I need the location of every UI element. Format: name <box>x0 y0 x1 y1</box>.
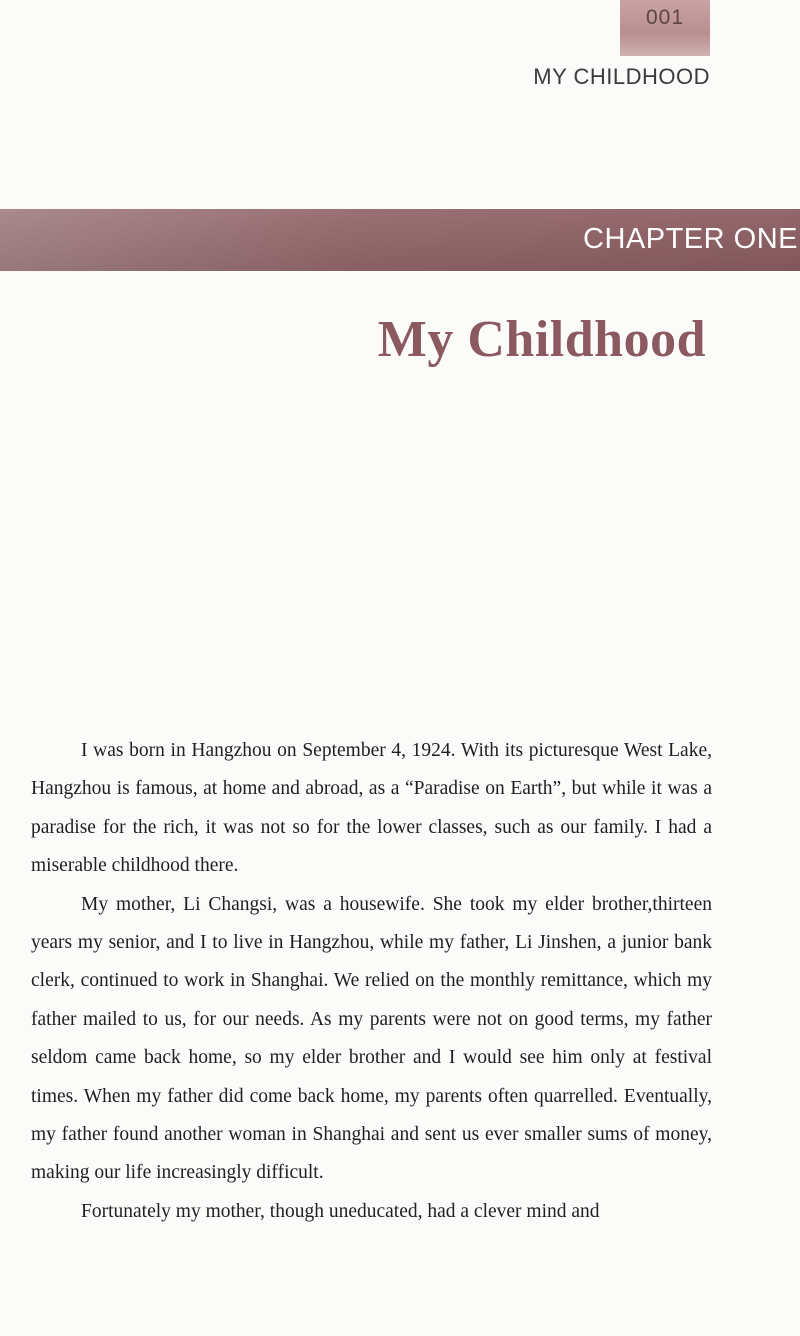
paragraph: I was born in Hangzhou on September 4, 1924. With its picturesque West Lake, Hangzhou is famous, at home and abroad, as a “Paradise on Earth”, but while it was a paradise for the rich, it was not so for the lower classes, such as our family. I had a miserable childhood there. <box>31 740 712 877</box>
running-header: MY CHILDHOOD <box>533 64 710 89</box>
paragraph: My mother, Li Changsi, was a housewife. She took my elder brother,thirteen years my senior, and I to live in Hangzhou, while my father, Li Jinshen, a junior bank clerk, continued to work in Shanghai. We relied on the monthly remittance, which my father mailed to us, for our needs. As my parents were not on good terms, my father seldom came back home, so my elder brother and I would see him only at festival times. When my father did come back home, my parents often quarrelled. Eventually, my father found another woman in Shanghai and sent us ever smaller sums of money, making our life increasingly difficult. <box>31 893 712 1184</box>
body-text <box>31 732 712 1231</box>
chapter-label: CHAPTER ONE <box>583 223 798 255</box>
paragraph: Fortunately my mother, though uneducated, had a clever mind and <box>81 1200 600 1222</box>
chapter-title: My Childhood <box>377 311 706 368</box>
page-number-tab <box>620 0 710 56</box>
page-number: 001 <box>645 6 685 29</box>
chapter-band <box>0 209 800 271</box>
